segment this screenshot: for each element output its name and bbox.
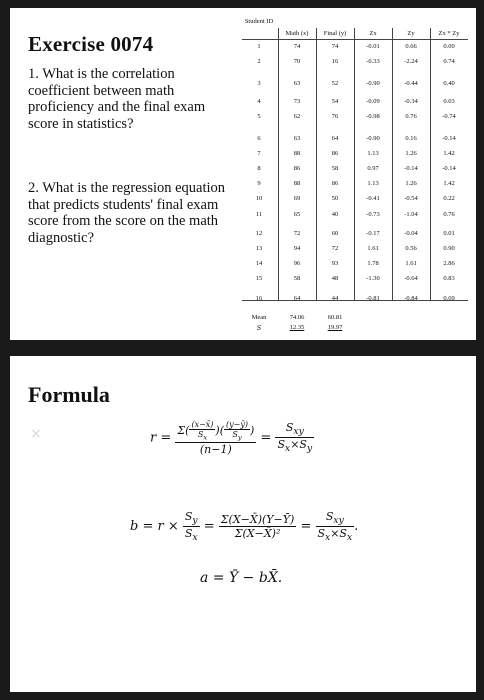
table-cell-zy: -0.64 (404, 275, 418, 283)
table-cell-student-id: 15 (255, 275, 263, 283)
table-cell-final-score: 60 (331, 229, 339, 237)
column-rule (354, 28, 355, 300)
table-cell-student-id: 8 (257, 165, 261, 172)
table-cell-student-id: 5 (257, 113, 261, 121)
table-cell-zxzy: -0.14 (442, 134, 456, 142)
table-cell-math-score: 63 (293, 80, 301, 88)
table-cell-math-score: 73 (293, 98, 301, 106)
table-cell-zy: 0.56 (405, 245, 417, 252)
table-cell-math-score: 72 (293, 229, 301, 237)
exercise-slide (10, 8, 476, 340)
intercept-formula: a = Ȳ − bX̄. (200, 570, 283, 586)
table-cell-zx: 0.97 (367, 165, 379, 172)
mean-y: 60.81 (327, 314, 343, 321)
table-cell-math-score: 64 (293, 294, 301, 302)
table-cell-math-score: 88 (293, 180, 301, 188)
table-cell-zx: -0.90 (366, 80, 380, 88)
table-cell-student-id: 6 (257, 134, 261, 142)
exercise-title: Exercise 0074 (28, 32, 154, 56)
table-cell-zxzy: 0.03 (443, 98, 455, 106)
table-cell-zy: 1.26 (405, 180, 417, 188)
table-cell-math-score: 70 (293, 58, 301, 66)
table-cell-student-id: 13 (255, 245, 263, 252)
table-cell-zx: -0.73 (366, 210, 380, 218)
table-cell-zxzy: 0.69 (443, 294, 455, 302)
table-cell-math-score: 86 (293, 165, 301, 172)
slope-formula: b = r × $\frac{S_y}{S_x}$ = $\frac{\Sigma(X-X̄)(Y-Ȳ)}{\text{Σ(X−X̄)²}}$ = $\frac{S_{xy}}{S_x\times S_x}$ . (130, 510, 359, 544)
table-cell-zx: 1.61 (367, 245, 379, 252)
header-zx: Zx (369, 30, 377, 37)
table-cell-math-score: 65 (293, 210, 301, 218)
table-cell-math-score: 63 (293, 134, 301, 142)
table-cell-math-score: 69 (293, 195, 301, 203)
question-1: 1. What is the correlation coefficient between math proficiency and the final exam score in statistics? (28, 66, 206, 132)
header-zy: Zy (407, 30, 415, 37)
table-cell-zy: 0.16 (405, 134, 417, 142)
table-cell-final-score: 48 (331, 275, 339, 283)
data-table (242, 18, 468, 334)
table-cell-student-id: 11 (255, 210, 263, 218)
formula-title: Formula (28, 382, 110, 407)
table-cell-student-id: 14 (255, 260, 263, 268)
table-cell-zxzy: 0.76 (443, 210, 455, 218)
table-cell-zxzy: 0.90 (443, 245, 455, 252)
table-cell-zx: -0.81 (366, 294, 380, 302)
correlation-formula: r = Σ( $\frac{(x-x̄)}{S_x}$ )( $\frac{(y-ȳ)}{S_y}$ ) (n−1) = $\frac{S_{xy}}{S_x\times S_y}$ (150, 420, 313, 456)
table-cell-math-score: 74 (293, 43, 301, 50)
table-cell-zxzy: 0.74 (443, 58, 455, 66)
close-icon[interactable]: × (30, 426, 42, 442)
table-cell-zy: -1.04 (404, 210, 418, 218)
table-cell-zx: -0.90 (366, 134, 380, 142)
table-cell-final-score: 93 (331, 260, 339, 268)
table-cell-zx: -1.30 (366, 275, 380, 283)
table-cell-zx: 1.13 (367, 149, 379, 157)
table-cell-final-score: 74 (331, 43, 339, 50)
table-cell-final-score: 44 (331, 294, 339, 302)
table-cell-zy: -0.34 (404, 98, 418, 106)
header-zxzy: Zx * Zy (438, 30, 460, 37)
table-cell-zy: 1.26 (405, 149, 417, 157)
table-cell-zxzy: -0.14 (442, 165, 456, 172)
table-cell-final-score: 52 (331, 80, 339, 88)
formula-slide (10, 356, 476, 692)
table-cell-zx: -0.17 (366, 229, 380, 237)
table-cell-zy: 1.61 (405, 260, 417, 268)
table-cell-zxzy: -0.74 (442, 113, 456, 121)
table-cell-student-id: 10 (255, 195, 263, 203)
table-cell-student-id: 7 (257, 149, 261, 157)
column-rule (316, 28, 317, 300)
table-cell-zx: 1.78 (367, 260, 379, 268)
table-cell-final-score: 58 (331, 165, 339, 172)
table-cell-student-id: 4 (257, 98, 261, 106)
mean-x: 74.06 (289, 314, 305, 321)
table-cell-zy: -0.54 (404, 195, 418, 203)
table-cell-final-score: 64 (331, 134, 339, 142)
header-math: Math (x) (285, 30, 309, 37)
table-cell-final-score: 86 (331, 180, 339, 188)
table-cell-zy: -2.24 (404, 58, 418, 66)
sd-x: 12.35 (289, 324, 305, 331)
table-cell-student-id: 3 (257, 80, 261, 88)
table-cell-zxzy: 2.86 (443, 260, 455, 268)
table-cell-zy: -0.04 (404, 229, 418, 237)
table-cell-math-score: 88 (293, 149, 301, 157)
table-cell-final-score: 86 (331, 149, 339, 157)
table-cell-student-id: 1 (257, 43, 261, 50)
table-cell-zxzy: 0.00 (443, 43, 455, 50)
table-cell-zxzy: 0.22 (443, 195, 455, 203)
table-cell-math-score: 62 (293, 113, 301, 121)
header-student-id: Student ID (244, 18, 274, 25)
header-final: Final (y) (323, 30, 347, 37)
column-rule (430, 28, 431, 300)
table-cell-zxzy: 1.42 (443, 149, 455, 157)
table-cell-zy: -0.44 (404, 80, 418, 88)
table-cell-zx: -0.41 (366, 195, 380, 203)
table-cell-zy: 0.66 (405, 43, 417, 50)
column-rule (278, 28, 279, 300)
table-cell-zx: 1.13 (367, 180, 379, 188)
header-rule (242, 39, 468, 40)
table-cell-final-score: 40 (331, 210, 339, 218)
table-cell-math-score: 58 (293, 275, 301, 283)
sd-y: 19.97 (327, 324, 343, 331)
sd-label: S (256, 324, 262, 332)
table-cell-final-score: 50 (331, 195, 339, 203)
table-cell-zxzy: 0.01 (443, 229, 455, 237)
table-cell-zx: -0.09 (366, 98, 380, 106)
table-cell-final-score: 54 (331, 98, 339, 106)
table-cell-final-score: 72 (331, 245, 339, 252)
table-cell-zxzy: 0.83 (443, 275, 455, 283)
table-cell-zy: 0.76 (405, 113, 417, 121)
table-cell-zxzy: 0.40 (443, 80, 455, 88)
table-cell-zxzy: 1.42 (443, 180, 455, 188)
table-cell-student-id: 12 (255, 229, 263, 237)
column-rule (392, 28, 393, 300)
table-cell-student-id: 9 (257, 180, 261, 188)
table-cell-final-score: 76 (331, 113, 339, 121)
table-cell-student-id: 16 (255, 294, 263, 302)
table-cell-zy: -0.84 (404, 294, 418, 302)
table-cell-zx: -0.98 (366, 113, 380, 121)
table-cell-math-score: 94 (293, 245, 301, 252)
question-2: 2. What is the regression equation that predicts students' final exam score from the score on the math diagnostic? (28, 180, 226, 246)
table-cell-zx: -0.33 (366, 58, 380, 66)
table-cell-zx: -0.01 (366, 43, 380, 50)
table-cell-zy: -0.14 (404, 165, 418, 172)
mean-label: Mean (251, 314, 267, 321)
table-cell-student-id: 2 (257, 58, 261, 66)
table-cell-final-score: 16 (331, 58, 339, 66)
table-cell-math-score: 96 (293, 260, 301, 268)
